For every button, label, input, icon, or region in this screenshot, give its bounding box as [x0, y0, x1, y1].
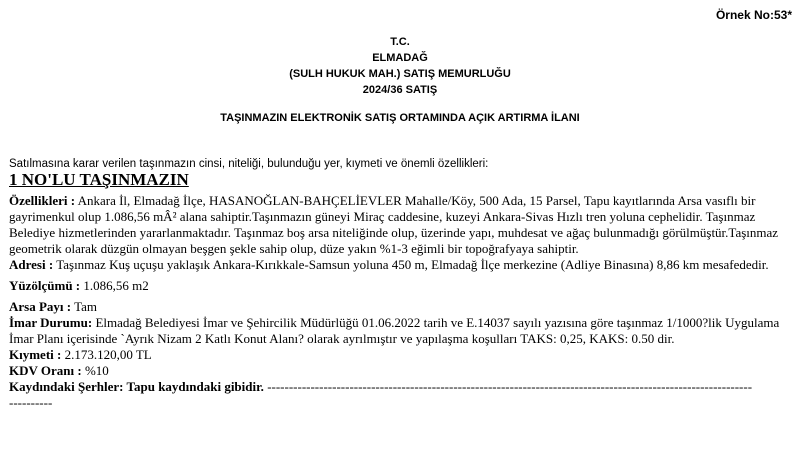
header-tc: T.C. [390, 36, 410, 48]
yuzolcumu-value: 1.086,56 m2 [80, 278, 149, 293]
ozellikleri-row [9, 193, 793, 257]
property-details [9, 193, 793, 411]
imar-label: İmar Durumu: [9, 315, 93, 330]
imar-row [9, 315, 793, 347]
sample-number: Örnek No:53* [715, 8, 792, 22]
kdv-value: %10 [81, 363, 109, 378]
ozellikleri-label: Özellikleri : [9, 193, 76, 208]
kiymeti-row [9, 347, 793, 363]
kdv-row [9, 363, 793, 379]
imar-value: Elmadağ Belediyesi İmar ve Şehircilik Müdürlüğü 01.06.2022 tarih ve E.14037 sayılı yazısına göre taşınmaz 1/1000?lik Uygulama İmar Planı içerisinde `Ayrık Nizam 2 Katlı Konut Alanı? olarak ayrılmıştır ve yapılaşma koşulları TAKS: 0,25, KAKS: 0.50 dir. [9, 315, 780, 346]
arsa-payi-value: Tam [71, 299, 98, 314]
arsa-payi-row [9, 299, 793, 315]
adres-label: Adresi : [9, 257, 54, 272]
property-heading: 1 NO'LU TAŞINMAZIN [9, 170, 189, 189]
kdv-label: KDV Oranı : [9, 363, 82, 378]
header-office: (SULH HUKUK MAH.) SATIŞ MEMURLUĞU [289, 68, 511, 80]
kayit-dashes: ---------------------------------------------------------------------------------------------------------------- [263, 379, 753, 394]
ozellikleri-value: Ankara İl, Elmadağ İlçe, HASANOĞLAN-BAHÇELİEVLER Mahalle/Köy, 500 Ada, 15 Parsel, Tapu kayıtlarında Arsa vasıflı bir gayrimenkul olup 1.086,56 mÂ² alana sahiptir.Taşınmazın güneyi Miraç caddesine, kuzeyi Ankara-Sivas Hızlı tren yoluna cephelidir. Taşınmaz Belediye hizmetlerinden yararlanmaktadır. Taşınmaz boş arsa niteliğinde olup, üzerinde yapı, muhdesat ve ağaç bulunmadığı görülmüştür.Taşınmaz geometrik olarak düzgün olmayan beşgen şekle sahip olup, düze yakın %1-3 eğimli bir topoğrafyaya sahiptir. [9, 193, 779, 256]
yuzolcumu-label: Yüzölçümü : [9, 278, 81, 293]
adres-row [9, 257, 793, 273]
kayit-row [9, 379, 793, 395]
header-file-number: 2024/36 SATIŞ [362, 84, 438, 96]
yuzolcumu-row [9, 278, 793, 294]
kiymeti-value: 2.173.120,00 TL [61, 347, 152, 362]
header-city: ELMADAĞ [372, 52, 428, 64]
intro-text: Satılmasına karar verilen taşınmazın cinsi, niteliği, bulunduğu yer, kıymeti ve önemli özellikleri: [9, 158, 489, 170]
kayit-label: Kaydındaki Şerhler: Tapu kaydındaki gibidir. [9, 379, 264, 394]
adres-value: Taşınmaz Kuş uçuşu yaklaşık Ankara-Kırıkkale-Samsun yoluna 450 m, Elmadağ İlçe merkezine (Adliye Binasına) 8,86 km mesafededir. [53, 257, 769, 272]
arsa-payi-label: Arsa Payı : [9, 299, 72, 314]
kiymeti-label: Kıymeti : [9, 347, 62, 362]
kayit-dashes-continued: ---------- [9, 395, 53, 410]
notice-title: TAŞINMAZIN ELEKTRONİK SATIŞ ORTAMINDA AÇIK ARTIRMA İLANI [220, 112, 580, 124]
